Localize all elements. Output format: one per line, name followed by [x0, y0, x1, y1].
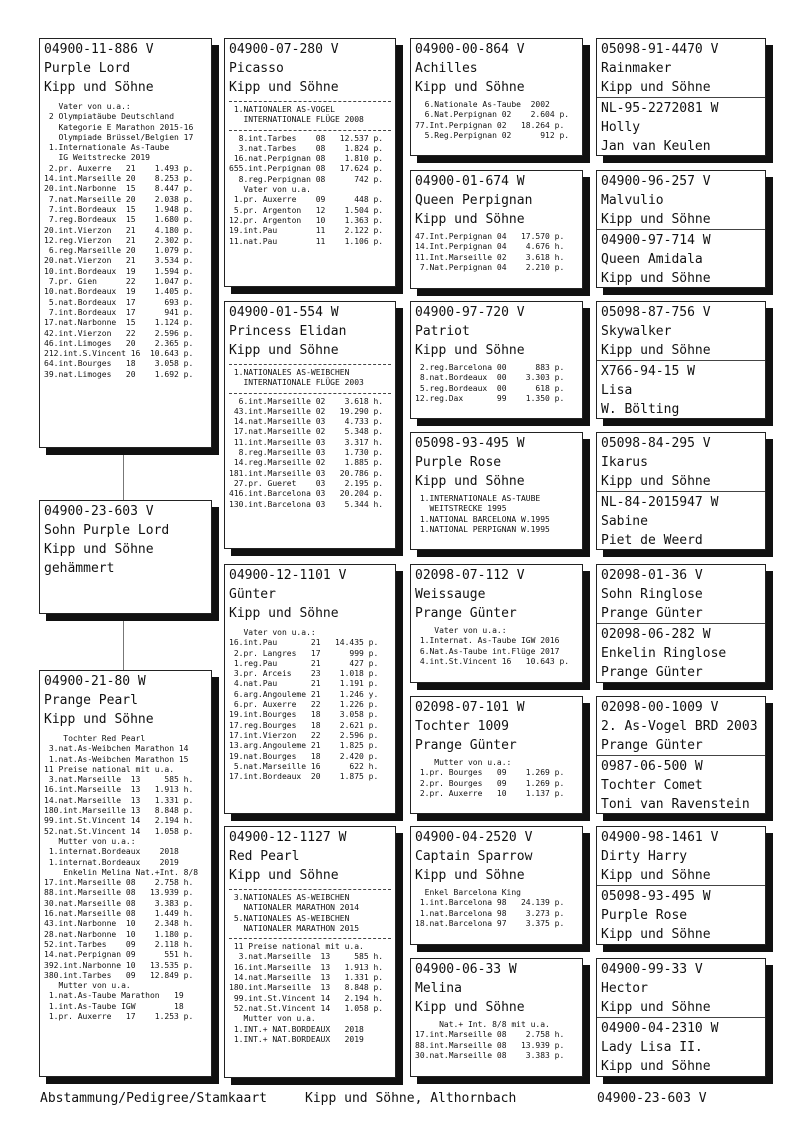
ring-number: 05098-87-756 V: [601, 305, 711, 320]
breeder-name: Kipp und Söhne: [601, 1000, 711, 1015]
breeder-name: Kipp und Söhne: [415, 212, 525, 227]
performance-notes: Mutter von u.a.: 1.pr. Bourges 09 1.269 p. 2.pr. Bourges 09 1.269 p. 2.pr. Auxerre 10 1.137 p.: [419, 758, 565, 798]
ring-number: 04900-00-864 V: [415, 42, 525, 57]
breeder-name: Prange Günter: [415, 606, 517, 621]
performance-notes: 11 Preise national mit u.a. 3.nat.Marseille 13 585 h. 16.int.Marseille 13 1.913 h. 14.nat.Marseille 13 1.331 p. 180.int.Marseille 13 8.848 p. 99.int.St.Vincent 14 2.194 h. 52.nat.St.Vincent 14 1.058 p. Mutter von u.a. 1.INT.+ NAT.BORDEAUX 2018 1.INT.+ NAT.BORDEAUX 2019: [229, 942, 384, 1044]
gen4-sire: [597, 433, 765, 491]
footer-document-title: Abstammung/Pedigree/Stamkaart: [40, 1091, 267, 1106]
pigeon-name: Sohn Ringlose: [601, 587, 703, 602]
pigeon-name: Tochter Comet: [601, 778, 703, 793]
pedigree-card-gen4-pair-8: [596, 958, 766, 1077]
performance-notes: 6.Nationale As-Taube 2002 6.Nat.Perpignan 02 2.604 p. 77.Int.Perpignan 02 18.264 p. 5.Reg.Perpignan 02 912 p.: [415, 100, 570, 140]
ring-number: 02098-07-112 V: [415, 568, 525, 583]
pedigree-card-gen3-4: [410, 432, 583, 550]
breeder-name: Prange Günter: [601, 606, 703, 621]
ring-number: 04900-21-80 W: [44, 674, 146, 689]
dashed-divider: [229, 889, 391, 890]
ring-number: 02098-07-101 W: [415, 700, 525, 715]
ring-number: 04900-07-280 V: [229, 42, 339, 57]
breeder-name: Kipp und Söhne: [415, 1000, 525, 1015]
pigeon-name: Purple Lord: [44, 61, 131, 76]
breeder-name: Kipp und Söhne: [601, 343, 711, 358]
ring-number: 04900-04-2520 V: [415, 830, 533, 845]
ring-number: 05098-91-4470 V: [601, 42, 719, 57]
pigeon-name: Günter: [229, 587, 276, 602]
breeder-name: Kipp und Söhne: [415, 868, 525, 883]
ring-number: 04900-97-720 V: [415, 305, 525, 320]
pedigree-card-gen4-pair-5: [596, 564, 766, 683]
pedigree-card-gen3-6: [410, 696, 583, 814]
ring-number: 04900-97-714 W: [601, 233, 711, 248]
performance-notes: 8.int.Tarbes 08 12.537 p. 3.nat.Tarbes 08 1.824 p. 16.nat.Perpignan 08 1.810 p. 655.int.Perpignan 08 17.624 p. 8.reg.Perpignan 08 742 p. Vater von u.a. 1.pr. Auxerre 09 448 p. 5.pr. Argenton 12 1.504 p. 12.pr. Argenton 10 1.363 p. 19.int.Pau 11 2.122 p. 11.nat.Pau 11 1.106 p.: [229, 133, 384, 246]
pigeon-name: Hector: [601, 981, 648, 996]
dashed-divider: [229, 130, 391, 131]
ring-number: 04900-23-603 V: [44, 504, 154, 519]
pigeon-name: Rainmaker: [601, 61, 672, 76]
ring-number: 0987-06-500 W: [601, 759, 703, 774]
breeder-name: Kipp und Söhne: [601, 868, 711, 883]
pigeon-name: Enkelin Ringlose: [601, 646, 727, 661]
pigeon-name: Red Pearl: [229, 849, 300, 864]
pigeon-name: Achilles: [415, 61, 478, 76]
ring-number: 04900-98-1461 V: [601, 830, 719, 845]
gen4-dam: [597, 360, 765, 419]
breeder-name: W. Bölting: [601, 402, 680, 417]
pigeon-name: Melina: [415, 981, 462, 996]
breeder-name: Kipp und Söhne: [601, 80, 711, 95]
breeder-name: Kipp und Söhne: [229, 80, 339, 95]
pedigree-card-gen4-pair-3: [596, 301, 766, 419]
ring-number: NL-95-2272081 W: [601, 101, 719, 116]
performance-notes: Vater von u.a.: 2 Olympiatäube Deutschland Kategorie E Marathon 2015-16 Olympiade Brüssel/Belgien 17 1.Internationale As-Taube IG Weitstrecke 2019 2.pr. Auxerre 21 1.493 p. 14.int.Marseille 20 8.253 p. 20.int.Narbonne 15 8.447 p. 7.nat.Marseille 20 2.038 p. 7.int.Bordeaux 15 1.948 p. 7.reg.Bordeaux 15 1.680 p. 20.int.Vierzon 21 4.180 p. 12.reg.Vierzon 21 2.302 p. 6.reg.Marseille 20 1.079 p. 20.nat.Vierzon 21 3.534 p. 10.int.Bordeaux 19 1.594 p. 7.pr. Gien 22 1.047 p. 10.nat.Bordeaux 19 1.405 p. 5.nat.Bordeaux 17 693 p. 7.int.Bordeaux 17 941 p. 17.nat.Narbonne 15 1.124 p. 42.int.Vierzon 22 2.596 p. 46.int.Limoges 20 2.365 p. 212.int.S.Vincent 16 10.643 p. 64.int.Bourges 18 3.058 p. 39.nat.Limoges 20 1.692 p.: [44, 102, 194, 379]
pedigree-card-mother-father: [224, 564, 396, 814]
pedigree-card-father: [39, 38, 212, 448]
performance-notes: Vater von u.a.: 16.int.Pau 21 14.435 p. 2.pr. Langres 17 999 p. 1.reg.Pau 21 427 p. 3.pr. Arceis 23 1.018 p. 4.nat.Pau 21 1.191 p. 6.arg.Angouleme 21 1.246 y. 6.pr. Auxerre 22 1.226 p. 19.int.Bourges 18 3.058 p. 17.reg.Bourges 18 2.621 p. 17.int.Vierzon 22 2.596 p. 13.arg.Angouleme 21 1.825 p. 19.nat.Bourges 18 2.420 p. 5.nat.Marseille 16 622 h. 17.int.Bordeaux 20 1.875 p.: [229, 628, 379, 782]
color-description: gehämmert: [44, 561, 115, 576]
breeder-name: Toni van Ravenstein: [601, 797, 750, 812]
pedigree-card-gen4-pair-7: [596, 826, 766, 945]
ring-number: NL-84-2015947 W: [601, 495, 719, 510]
breeder-name: Prange Günter: [415, 738, 517, 753]
gen4-sire: [597, 39, 765, 97]
pigeon-name: Ikarus: [601, 455, 648, 470]
connector-line-father: [123, 449, 124, 501]
breeder-name: Kipp und Söhne: [601, 212, 711, 227]
pigeon-name: Queen Amidala: [601, 252, 703, 267]
ring-number: 02098-06-282 W: [601, 627, 711, 642]
pigeon-name: Sabine: [601, 514, 648, 529]
pigeon-name: Sohn Purple Lord: [44, 523, 170, 538]
title-achievement: 3.NATIONALES AS-WEIBCHEN NATIONALER MARATHON 2014 5.NATIONALES AS-WEIBCHEN NATIONALER MARATHON 2015: [233, 893, 360, 933]
gen4-sire: [597, 565, 765, 623]
pigeon-name: Lisa: [601, 383, 633, 398]
title-achievement: 1.NATIONALES AS-WEIBCHEN INTERNATIONALE FLÜGE 2003: [233, 368, 364, 388]
pedigree-card-gen3-7: [410, 826, 583, 945]
breeder-name: Kipp und Söhne: [44, 712, 154, 727]
pedigree-card-mother: [39, 670, 212, 1077]
breeder-name: Kipp und Söhne: [601, 271, 711, 286]
pedigree-card-gen4-pair-2: [596, 170, 766, 288]
pedigree-card-gen3-2: [410, 170, 583, 289]
pedigree-card-mother-mother: [224, 826, 396, 1078]
gen4-sire: [597, 302, 765, 360]
pigeon-name: 2. As-Vogel BRD 2003: [601, 719, 758, 734]
pigeon-name: Patriot: [415, 324, 470, 339]
pigeon-name: Weissauge: [415, 587, 486, 602]
breeder-name: Kipp und Söhne: [229, 343, 339, 358]
pedigree-card-gen3-1: [410, 38, 583, 156]
gen4-dam: [597, 885, 765, 944]
ring-number: 04900-96-257 V: [601, 174, 711, 189]
performance-notes: 47.Int.Perpignan 04 17.570 p. 14.Int.Perpignan 04 4.676 h. 11.Int.Marseille 02 3.618 h. 7.Nat.Perpignan 04 2.210 p.: [415, 232, 565, 272]
gen4-dam: [597, 755, 765, 814]
dashed-divider: [229, 938, 391, 939]
gen4-sire: [597, 171, 765, 229]
gen4-sire: [597, 827, 765, 885]
performance-notes: Nat.+ Int. 8/8 mit u.a. 17.int.Marseille 08 2.758 h. 88.int.Marseille 08 13.939 p. 30.nat.Marseille 08 3.383 p.: [415, 1020, 565, 1060]
pigeon-name: Lady Lisa II.: [601, 1040, 703, 1055]
ring-number: 05098-93-495 W: [601, 889, 711, 904]
ring-number: 04900-12-1101 V: [229, 568, 347, 583]
ring-number: 05098-84-295 V: [601, 436, 711, 451]
breeder-name: Prange Günter: [601, 738, 703, 753]
pedigree-card-subject: [39, 500, 212, 614]
breeder-name: Kipp und Söhne: [229, 868, 339, 883]
performance-notes: 6.int.Marseille 02 3.618 h. 43.int.Marseille 02 19.290 p. 14.nat.Marseille 03 4.733 p. 17.nat.Marseille 02 5.348 p. 11.int.Marseille 03 3.317 h. 8.reg.Marseille 03 1.730 p. 14.reg.Marseille 02 1.885 p. 181.int.Marseille 03 20.786 p. 27.pr. Gueret 03 2.195 p. 416.int.Barcelona 03 20.204 p. 130.int.Barcelona 03 5.344 h.: [229, 396, 384, 509]
performance-notes: 2.reg.Barcelona 00 883 p. 8.nat.Bordeaux 00 3.303 p. 5.reg.Bordeaux 00 618 p. 12.reg.Dax 99 1.350 p.: [415, 363, 565, 403]
gen4-sire: [597, 959, 765, 1017]
pedigree-card-gen3-8: [410, 958, 583, 1077]
pigeon-name: Holly: [601, 120, 641, 135]
footer-breeder-address: Kipp und Söhne, Althornbach: [305, 1091, 517, 1106]
gen4-sire: [597, 697, 765, 755]
breeder-name: Kipp und Söhne: [601, 474, 711, 489]
gen4-dam: [597, 1017, 765, 1076]
performance-notes: 1.INTERNATIONALE AS-TAUBE WEITSTRECKE 1995 1.NATIONAL BARCELONA W.1995 1.NATIONAL PERPIGNAN W.1995: [419, 494, 550, 534]
pigeon-name: Queen Perpignan: [415, 193, 533, 208]
gen4-dam: [597, 491, 765, 550]
ring-number: X766-94-15 W: [601, 364, 695, 379]
pedigree-card-gen4-pair-1: [596, 38, 766, 156]
breeder-name: Kipp und Söhne: [44, 80, 154, 95]
pedigree-card-father-father: [224, 38, 396, 287]
gen4-dam: [597, 623, 765, 682]
gen4-dam: [597, 97, 765, 156]
performance-notes: Enkel Barcelona King 1.int.Barcelona 98 24.139 p. 1.nat.Barcelona 98 3.273 p. 18.nat.Barcelona 97 3.375 p.: [415, 888, 565, 928]
ring-number: 04900-12-1127 W: [229, 830, 347, 845]
pigeon-name: Malvulio: [601, 193, 664, 208]
pedigree-card-gen4-pair-6: [596, 696, 766, 814]
ring-number: 05098-93-495 W: [415, 436, 525, 451]
pedigree-card-gen3-3: [410, 301, 583, 419]
ring-number: 02098-01-36 V: [601, 568, 703, 583]
breeder-name: Kipp und Söhne: [601, 927, 711, 942]
pigeon-name: Prange Pearl: [44, 693, 138, 708]
ring-number: 04900-01-554 W: [229, 305, 339, 320]
pigeon-name: Captain Sparrow: [415, 849, 533, 864]
ring-number: 04900-04-2310 W: [601, 1021, 719, 1036]
pigeon-name: Purple Rose: [601, 908, 688, 923]
breeder-name: Kipp und Söhne: [415, 474, 525, 489]
performance-notes: Tochter Red Pearl 3.nat.As-Weibchen Marathon 14 1.nat.As-Weibchen Marathon 15 11 Preise national mit u.a. 3.nat.Marseille 13 585 h. 16.int.Marseille 13 1.913 h. 14.nat.Marseille 13 1.331 p. 180.int.Marseille 13 8.848 p. 99.int.St.Vincent 14 2.194 h. 52.nat.St.Vincent 14 1.058 p. Mutter von u.a.: 1.internat.Bordeaux 2018 1.internat.Bordeaux 2019 Enkelin Melina Nat.+Int. 8/8 17.int.Marseille 08 2.758 h. 88.int.Marseille 08 13.939 p. 30.nat.Marseille 08 3.383 p. 16.nat.Marseille 08 1.449 h. 43.int.Narbonne 10 2.348 h. 28.nat.Narbonne 10 1.180 p. 52.int.Tarbes 09 2.118 h. 14.nat.Perpignan 09 551 h. 392.int.Narbonne 10 13.535 p. 380.int.Tarbes 09 12.849 p. Mutter von u.a. 1.nat.As-Taube Marathon 19 1.int.As-Taube IGW 18 1.pr. Auxerre 17 1.253 p.: [44, 734, 199, 1022]
ring-number: 04900-99-33 V: [601, 962, 703, 977]
connector-line-mother: [123, 614, 124, 670]
pigeon-name: Picasso: [229, 61, 284, 76]
pigeon-name: Dirty Harry: [601, 849, 688, 864]
breeder-name: Piet de Weerd: [601, 533, 703, 548]
pedigree-card-gen4-pair-4: [596, 432, 766, 550]
ring-number: 04900-11-886 V: [44, 42, 154, 57]
breeder-name: Kipp und Söhne: [601, 1059, 711, 1074]
ring-number: 04900-01-674 W: [415, 174, 525, 189]
breeder-name: Kipp und Söhne: [44, 542, 154, 557]
title-achievement: 1.NATIONALER AS-VOGEL INTERNATIONALE FLÜGE 2008: [233, 105, 364, 125]
pigeon-name: Tochter 1009: [415, 719, 509, 734]
dashed-divider: [229, 364, 391, 365]
pedigree-card-gen3-5: [410, 564, 583, 683]
dashed-divider: [229, 101, 391, 102]
breeder-name: Kipp und Söhne: [415, 343, 525, 358]
performance-notes: Vater von u.a.: 1.Internat. As-Taube IGW 2016 6.Nat.As-Taube int.Flüge 2017 4.int.St.Vincent 16 10.643 p.: [419, 626, 570, 666]
pigeon-name: Skywalker: [601, 324, 672, 339]
pedigree-card-father-mother: [224, 301, 396, 549]
ring-number: 04900-06-33 W: [415, 962, 517, 977]
pigeon-name: Purple Rose: [415, 455, 502, 470]
footer-ring-number: 04900-23-603 V: [597, 1091, 707, 1106]
pigeon-name: Princess Elidan: [229, 324, 347, 339]
breeder-name: Prange Günter: [601, 665, 703, 680]
gen4-dam: [597, 229, 765, 288]
breeder-name: Jan van Keulen: [601, 139, 711, 154]
breeder-name: Kipp und Söhne: [415, 80, 525, 95]
ring-number: 02098-00-1009 V: [601, 700, 719, 715]
dashed-divider: [229, 393, 391, 394]
breeder-name: Kipp und Söhne: [229, 606, 339, 621]
